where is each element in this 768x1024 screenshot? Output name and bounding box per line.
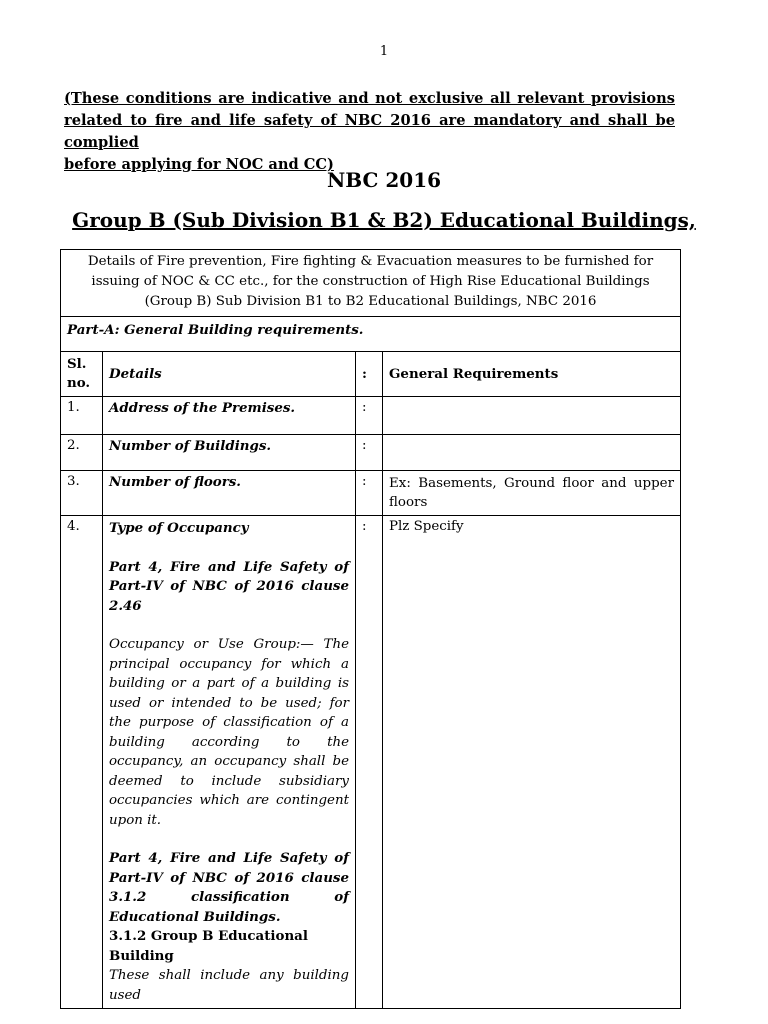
row-1-sl: 1. [61, 397, 103, 435]
notice-text [64, 88, 675, 176]
clause-2-46: Part 4, Fire and Life Safety of Part-IV of NBC of 2016 clause 2.46 [109, 558, 349, 614]
table-header-row [61, 352, 681, 397]
table-intro [61, 250, 681, 317]
table-row [61, 397, 681, 435]
row-3-requirement: Ex: Basements, Ground floor and upper floors [383, 471, 681, 516]
requirements-table [60, 249, 681, 1009]
notice-line-3: before applying for NOC and CC) [64, 156, 334, 173]
header-colon: : [356, 352, 383, 397]
occupancy-definition: Occupancy or Use Group:— The principal occupancy for which a building or a part of a building is used or intended to be used; for the purpose of classification of a building according to the occupancy, an occupancy shall be deemed to include subsidiary occupancies which are contingent upon it. [109, 637, 349, 828]
page-number: 1 [379, 44, 389, 59]
intro-line-2: issuing of NOC & CC etc., for the construction of High Rise Educational Buildings [91, 274, 650, 289]
intro-line-1: Details of Fire prevention, Fire fighting & Evacuation measures to be furnished for [87, 254, 654, 269]
row-3-details: Number of floors. [103, 471, 356, 516]
document-title: NBC 2016 [326, 168, 442, 192]
row-1-details: Address of the Premises. [103, 397, 356, 435]
row-4-sl: 4. [61, 516, 103, 1009]
table-row [61, 435, 681, 471]
row-2-details: Number of Buildings. [103, 435, 356, 471]
notice-line-2: related to fire and life safety of NBC 2016 are mandatory and shall be complied [64, 112, 675, 151]
row-1-requirement [383, 397, 681, 435]
row-4-colon: : [356, 516, 383, 1009]
row-3-sl: 3. [61, 471, 103, 516]
header-details: Details [103, 352, 356, 397]
row-3-colon: : [356, 471, 383, 516]
row-4-requirement: Plz Specify [383, 516, 681, 1009]
notice-line-1: (These conditions are indicative and not exclusive all relevant provisions [64, 90, 675, 107]
header-requirements: General Requirements [383, 352, 681, 397]
row-2-requirement [383, 435, 681, 471]
document-subtitle: Group B (Sub Division B1 & B2) Educational Buildings, [72, 208, 696, 232]
row-2-sl: 2. [61, 435, 103, 471]
group-b-heading: 3.1.2 Group B Educational Building [109, 928, 308, 964]
row-1-colon: : [356, 397, 383, 435]
intro-line-3: (Group B) Sub Division B1 to B2 Educational Buildings, NBC 2016 [144, 294, 597, 309]
group-b-text: These shall include any building used [109, 968, 349, 1003]
table-row [61, 471, 681, 516]
part-a-heading: Part-A: General Building requirements. [61, 317, 681, 352]
clause-3-1-2: Part 4, Fire and Life Safety of Part-IV of NBC of 2016 clause 3.1.2 classification of Educational Buildings. [109, 850, 349, 925]
row-4-details [103, 516, 356, 1009]
occupancy-type-title: Type of Occupancy [109, 520, 249, 536]
header-sl: Sl. no. [61, 352, 103, 397]
row-2-colon: : [356, 435, 383, 471]
table-row [61, 516, 681, 1009]
